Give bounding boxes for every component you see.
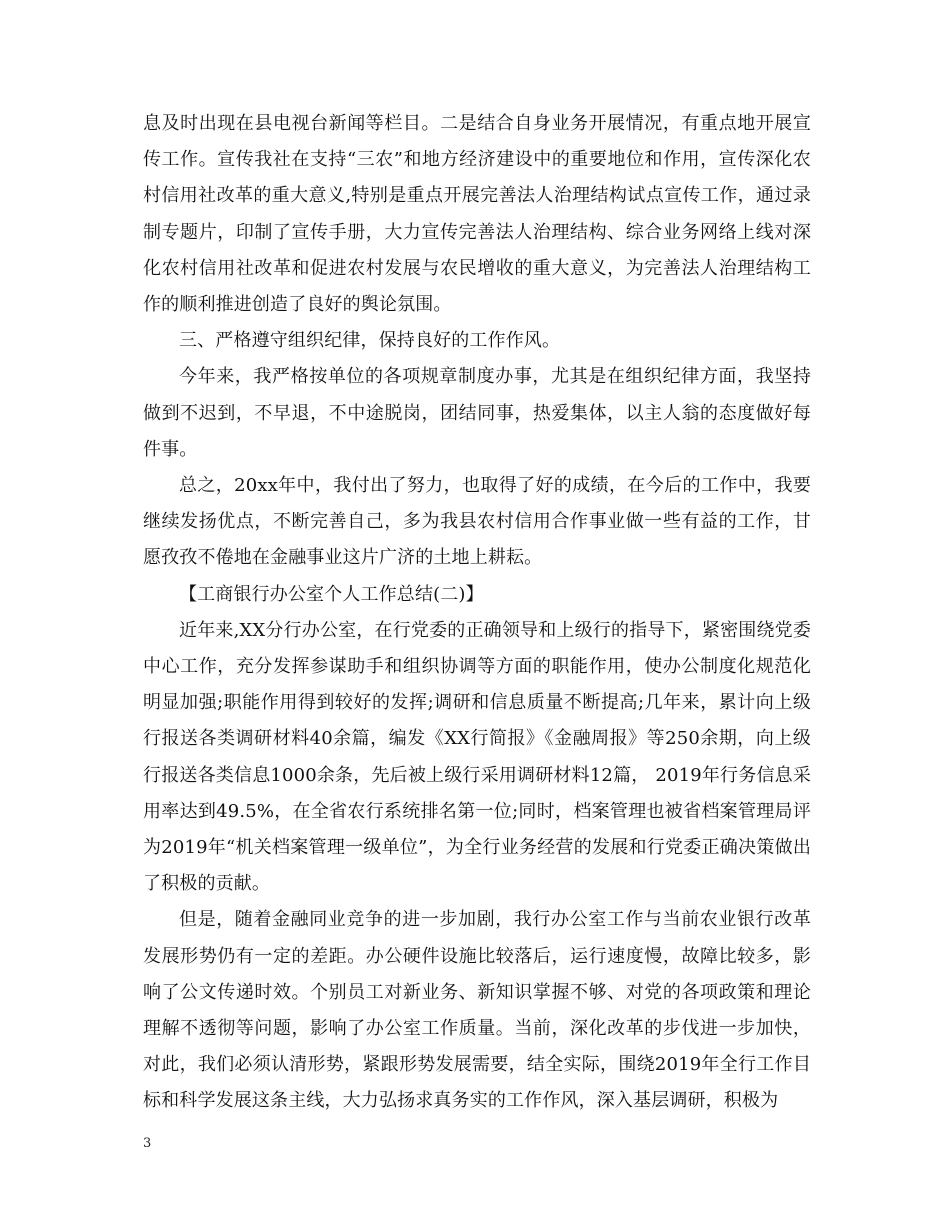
paragraph-conclusion: 总之，20xx年中，我付出了努力，也取得了好的成绩，在今后的工作中，我要继续发扬优点，不断完善自己，多为我县农村信用合作事业做一些有益的工作，甘愿孜孜不倦地在金融事业这片广济的土地上耕耘。 [143,475,811,569]
section-heading-discipline: 三、严格遵守组织纪律，保持良好的工作作风。 [179,330,561,352]
paragraph-publicity-continued: 息及时出现在县电视台新闻等栏目。二是结合自身业务开展情况，有重点地开展宣传工作。宣传我社在支持“三农”和地方经济建设中的重要地位和作用，宣传深化农村信用社改革的重大意义,特别是重点开展完善法人治理结构试点宣传工作，通过录制专题片，印制了宣传手册，大力宣传完善法人治理结构、综合业务网络上线对深化农村信用社改革和促进农村发展与农民增收的重大意义，为完善法人治理结构工作的顺利推进创造了良好的舆论氛围。 [143,113,811,316]
section-title-summary-two: 【工商银行办公室个人工作总结(二)】 [179,583,484,605]
paragraph-office-achievements: 近年来,XX分行办公室，在行党委的正确领导和上级行的指导下，紧密围绕党委中心工作，充分发挥参谋助手和组织协调等方面的职能作用，使办公制度化规范化明显加强;职能作用得到较好的发挥;调研和信息质量不断提高;几年来，累计向上级行报送各类调研材料40余篇，编发《XX行简报》《金融周报》等250余期，向上级行报送各类信息1000余条，先后被上级行采用调研材料12篇， 2019年行务信息采用率达到49.5%，在全省农行系统排名第一位;同时，档案管理也被省档案管理局评为2019年“机关档案管理一级单位”，为全行业务经营的发展和行党委正确决策做出了积极的贡献。 [143,619,811,895]
page-number: 3 [143,1136,152,1151]
document-body [143,106,811,1120]
paragraph-office-gaps: 但是，随着金融同业竞争的进一步加剧，我行办公室工作与当前农业银行改革发展形势仍有一定的差距。办公硬件设施比较落后，运行速度慢，故障比较多，影响了公文传递时效。个别员工对新业务、新知识掌握不够、对党的各项政策和理论理解不透彻等问题，影响了办公室工作质量。当前，深化改革的步伐进一步加快，对此，我们必须认清形势，紧跟形势发展需要，结全实际，围绕2019年全行工作目标和科学发展这条主线，大力弘扬求真务实的工作作风，深入基层调研，积极为 [143,909,811,1112]
paragraph-discipline: 今年来，我严格按单位的各项规章制度办事，尤其是在组织纪律方面，我坚持做到不迟到，不早退，不中途脱岗，团结同事，热爱集体，以主人翁的态度做好每件事。 [143,366,811,460]
